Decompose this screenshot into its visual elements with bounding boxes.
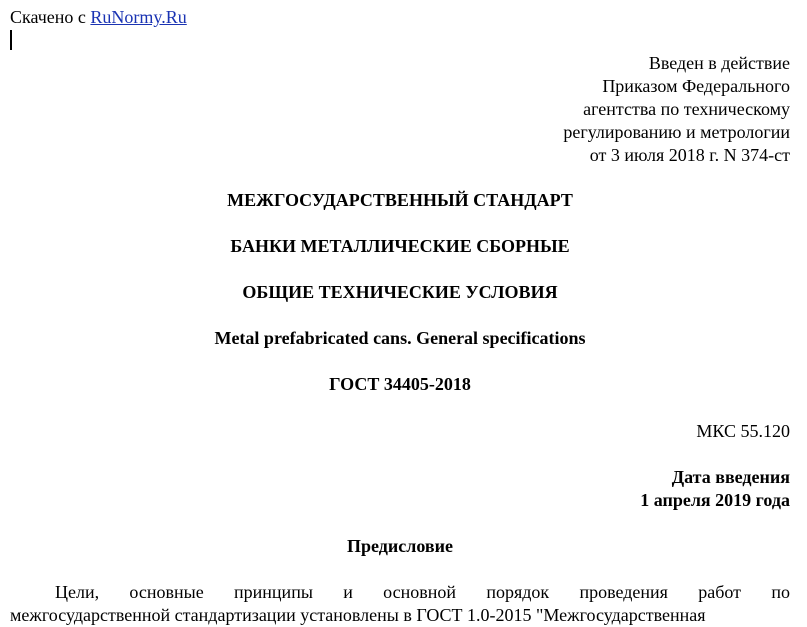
preface-paragraph-line-2: межгосударственной стандартизации установлены в ГОСТ 1.0-2015 "Межгосударственная [10, 605, 706, 625]
introduction-date-value: 1 апреля 2019 года [640, 490, 790, 510]
approval-line-3: агентства по техническому [583, 99, 790, 119]
text-cursor [10, 30, 12, 50]
standard-subtitle-heading: ОБЩИЕ ТЕХНИЧЕСКИЕ УСЛОВИЯ [242, 282, 558, 302]
approval-line-4: регулированию и метрологии [563, 122, 790, 142]
download-source-prefix: Скачено с [10, 7, 86, 27]
preface-paragraph-line-1: Цели, основные принципы и основной порядок проведения работ по [55, 582, 790, 602]
runormy-link[interactable]: RuNormy.Ru [90, 7, 187, 27]
approval-block [563, 52, 790, 167]
standard-name-heading: БАНКИ МЕТАЛЛИЧЕСКИЕ СБОРНЫЕ [230, 236, 570, 256]
approval-line-2: Приказом Федерального [602, 76, 790, 96]
introduction-date-label: Дата введения [671, 467, 790, 487]
mks-code: МКС 55.120 [696, 421, 790, 441]
standard-type-heading: МЕЖГОСУДАРСТВЕННЫЙ СТАНДАРТ [227, 190, 573, 210]
introduction-date-block [640, 466, 790, 512]
english-title: Metal prefabricated cans. General specifications [214, 328, 586, 348]
preface-heading: Предисловие [347, 536, 453, 556]
download-source-line [10, 6, 187, 28]
preface-paragraph [10, 581, 790, 627]
approval-line-5: от 3 июля 2018 г. N 374-ст [589, 145, 790, 165]
gost-designation: ГОСТ 34405-2018 [329, 374, 471, 394]
approval-line-1: Введен в действие [648, 53, 790, 73]
